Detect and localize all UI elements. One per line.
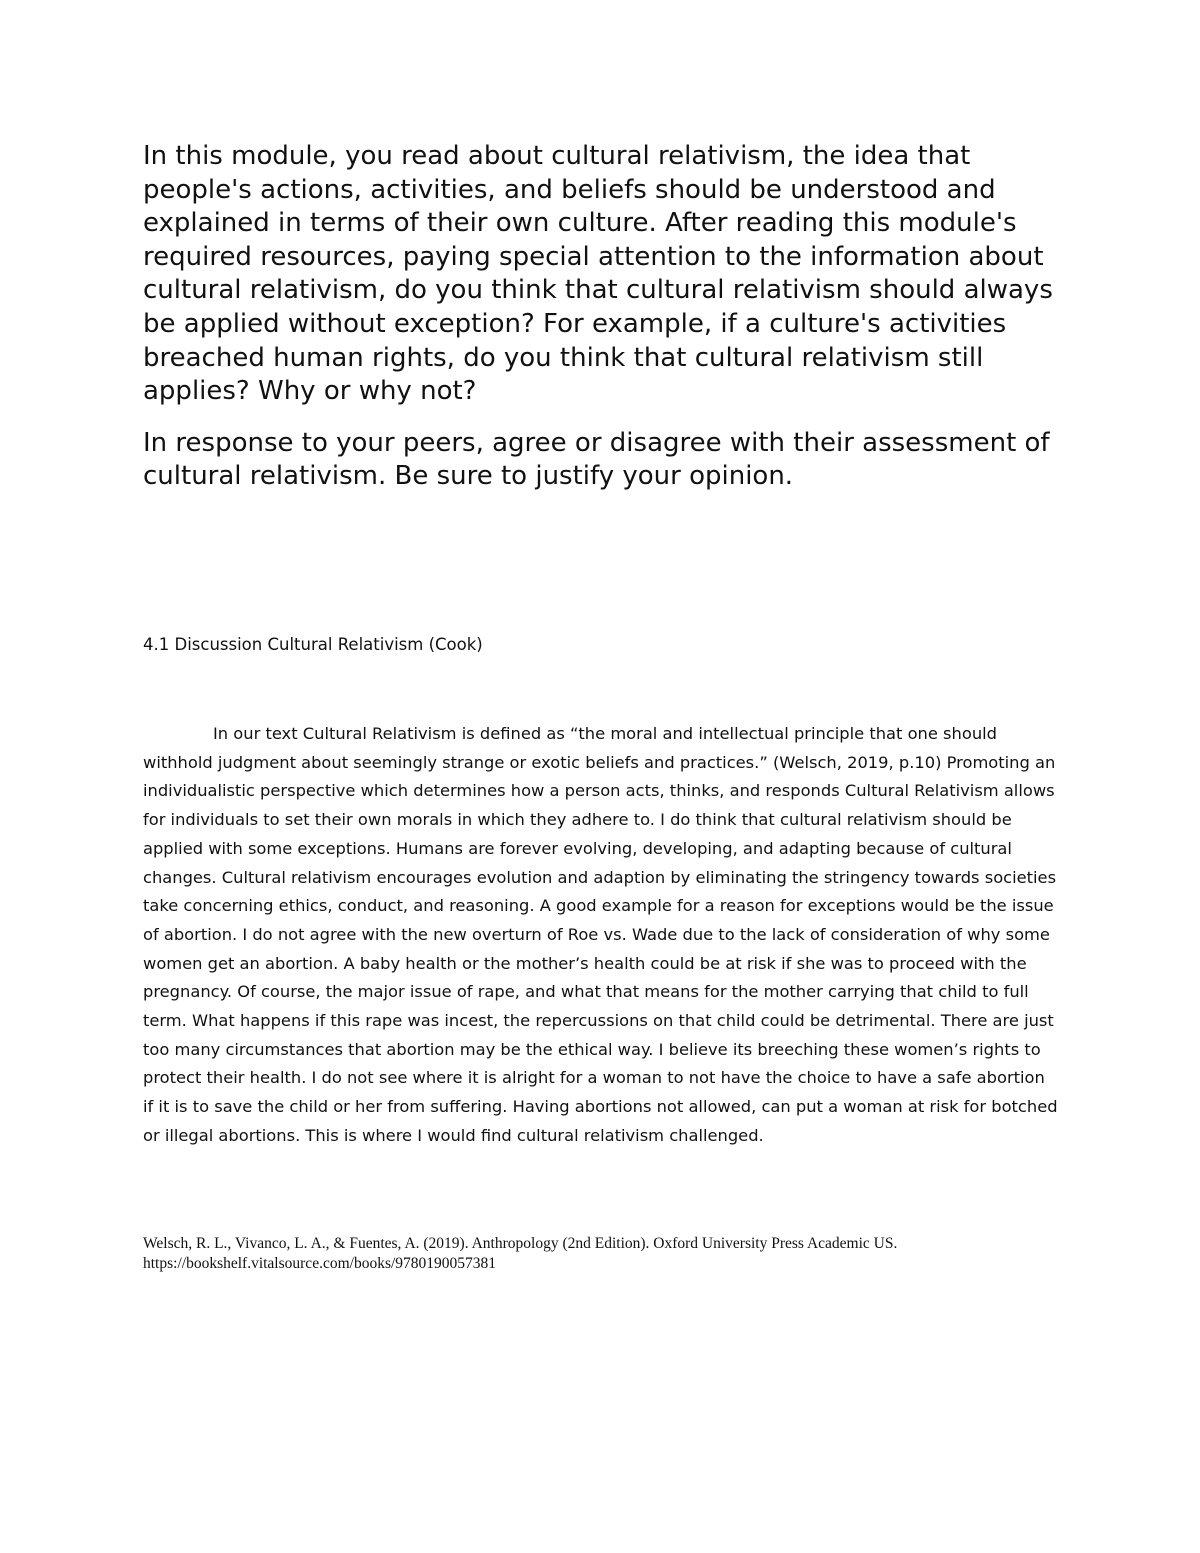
discussion-title: 4.1 Discussion Cultural Relativism (Cook) xyxy=(143,635,483,654)
reference-entry xyxy=(143,1234,1063,1274)
prompt-paragraph-1: In this module, you read about cultural relativism, the idea that people's actions, activities, and beliefs should be understood and explained in terms of their own culture. After reading this module's required resources, paying special attention to the information about cultural relativism, do you think that cultural relativism should always be applied without exception? For example, if a culture's activities breached human rights, do you think that cultural relativism still applies? Why or why not? xyxy=(143,141,1053,407)
reference-url: https://bookshelf.vitalsource.com/books/9780190057381 xyxy=(143,1255,497,1272)
discussion-response: In our text Cultural Relativism is defined as “the moral and intellectual principle that one should withhold judgment about seemingly strange or exotic beliefs and practices.” (Welsch, 2019, p.10) Promoting an individualistic perspective which determines how a person acts, thinks, and responds Cultural Relativism allows for individuals to set their own morals in which they adhere to. I do think that cultural relativism should be applied with some exceptions. Humans are forever evolving, developing, and adapting because of cultural changes. Cultural relativism encourages evolution and adaption by eliminating the stringency towards societies take concerning ethics, conduct, and reasoning. A good example for a reason for exceptions would be the issue of abortion. I do not agree with the new overturn of Roe vs. Wade due to the lack of consideration of why some women get an abortion. A baby health or the mother’s health could be at risk if she was to proceed with the pregnancy. Of course, the major issue of rape, and what that means for the mother carrying that child to full term. What happens if this rape was incest, the repercussions on that child could be detrimental. There are just too many circumstances that abortion may be the ethical way. I believe its breeching these women’s rights to protect their health. I do not see where it is alright for a woman to not have the choice to have a safe abortion if it is to save the child or her from suffering. Having abortions not allowed, can put a woman at risk for botched or illegal abortions. This is where I would find cultural relativism challenged. xyxy=(143,724,1058,1145)
assignment-prompt xyxy=(143,140,1063,512)
reference-citation: Welsch, R. L., Vivanco, L. A., & Fuentes, A. (2019). Anthropology (2nd Edition). Oxford University Press Academic US. xyxy=(143,1235,898,1252)
prompt-paragraph-2: In response to your peers, agree or disagree with their assessment of cultural relativism. Be sure to justify your opinion. xyxy=(143,427,1050,492)
